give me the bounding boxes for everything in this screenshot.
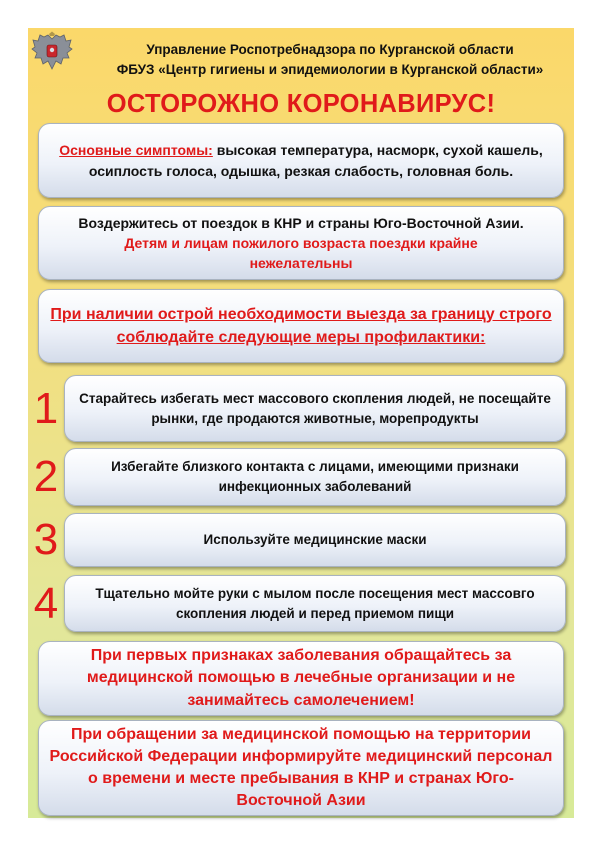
symptoms-list: высокая температура, насморк, сухой кашель, осиплость голоса, одышка, резкая слабость, головная боль. [88,142,543,179]
travel-advice: Воздержитесь от поездок в КНР и страны Юго-Восточной Азии. [78,214,524,231]
first-signs-box [38,641,564,716]
abroad-notice-box [38,289,564,363]
measure-text-4: Тщательно мойте руки с мылом после посещения мест массовго скопления людей и перед приемом пищи [95,585,535,621]
abroad-notice: При наличии острой необходимости выезда за границу строго соблюдайте следующие меры профилактики: [50,305,552,346]
measure-number-1: 1 [33,384,59,433]
measure-text-1: Старайтесь избегать мест массового скопления людей, не посещайте рынки, где продаются животные, морепродукты [79,390,551,426]
measure-box-3 [64,513,566,567]
travel-box [38,206,564,280]
inform-text: При обращении за медицинской помощью на территории Российской Федерации информируйте медицинский персонал о времени и месте пребывания в КНР и странах Юго-Восточной Азии [49,725,553,810]
measure-text-3: Используйте медицинские маски [203,532,427,548]
measure-text-2: Избегайте близкого контакта с лицами, имеющими признаки инфекционных заболеваний [111,459,519,494]
measure-number-4: 4 [33,579,59,628]
measure-number-3: 3 [33,515,59,564]
travel-warning: Детям и лицам пожилого возраста поездки крайне нежелательны [124,234,478,272]
measure-box-4 [64,575,566,632]
measure-box-1 [64,375,566,442]
double-headed-eagle-icon [30,31,74,75]
first-signs-text: При первых признаках заболевания обращайтесь за медицинской помощью в лечебные организации и не занимайтесь самолечением! [86,646,516,709]
symptoms-text [53,140,549,181]
organization-line-1: Управление Роспотребнадзора по Курганской области [146,42,514,57]
symptoms-box [38,123,564,198]
symptoms-label: Основные симптомы: [59,142,213,159]
page-title: ОСТОРОЖНО КОРОНАВИРУС! [106,90,496,118]
measure-box-2 [64,448,566,506]
organization-line-2: ФБУЗ «Центр гигиены и эпидемиологии в Курганской области» [116,62,544,77]
inform-box [38,720,564,816]
measure-number-2: 2 [33,452,59,501]
